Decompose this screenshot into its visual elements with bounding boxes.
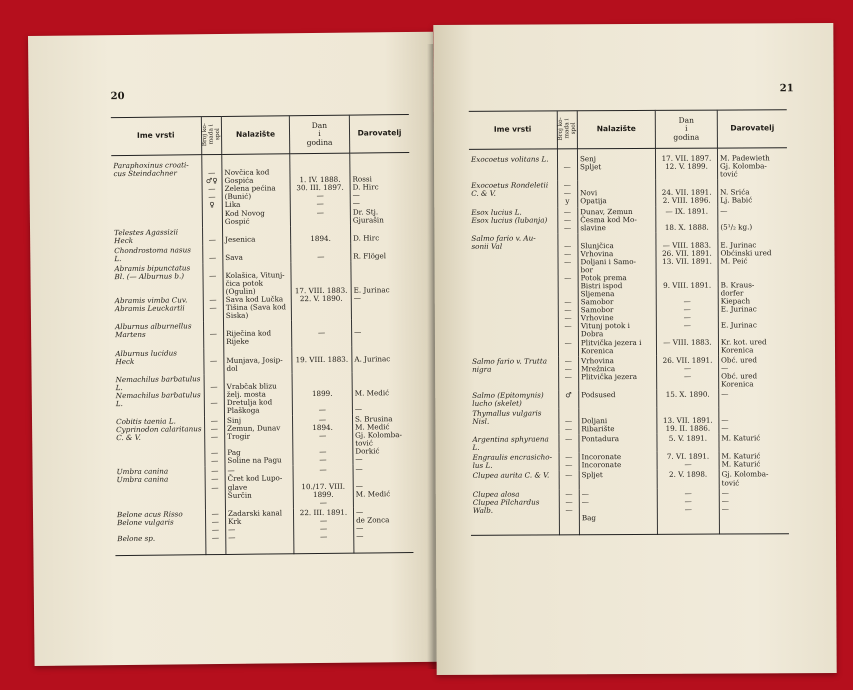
left-page: [28, 32, 440, 666]
location-cell: Novi Opatija: [578, 180, 656, 207]
specimen-count: — —: [558, 408, 579, 434]
location-cell: Pontadura: [579, 434, 657, 453]
donor-cell: M. Katurić M. Katurić: [721, 451, 761, 469]
species-name: Chondrostoma nasus L.: [112, 245, 202, 264]
date-cell: —: [291, 320, 351, 347]
specimen-count: — — — — — — — — —: [557, 233, 578, 356]
date-cell: — VIII. 1883. 26. VII. 1891. 13. VII. 1891. 9. VIII. 1891. — — — — — VIII. 1883.: [656, 232, 719, 355]
header-count: Broj ko- mada i spol: [201, 116, 222, 154]
location-cell: Sava: [223, 244, 291, 263]
location-cell: Senj Spljet: [577, 149, 655, 181]
table-row: [469, 206, 787, 234]
species-name: Exocoetus volitans L.: [469, 149, 557, 181]
table-row: [470, 433, 788, 453]
header-row: [469, 110, 787, 150]
date-cell: 2. V. 1898.: [657, 470, 719, 488]
species-name: Thymallus vulgaris Nisl.: [470, 408, 558, 435]
donor-cell: —: [353, 319, 362, 338]
species-name: Cobitis taenia L. Cyprinodon calaritanus C. & V.: [114, 416, 205, 467]
table-row: [470, 389, 788, 409]
location-cell: Slunjčica Vrhovina Doljani i Samo- bor Potok prema Bistri ispod Sljemena Samobor Samobor Vrhovine Vitunj potok i Dobra Plitvička jezera i Korenica: [578, 233, 657, 356]
location-cell: Jesenica: [222, 226, 290, 245]
species-name: Exocoetus Rondeletii C. & V.: [469, 181, 557, 208]
donor-cell: M. Padewieth Gj. Kolomba- tović: [719, 153, 770, 179]
species-name: Paraphoxinus croati- cus Steindachner: [111, 155, 202, 228]
specimen-count: —: [557, 149, 578, 181]
date-cell: 15. X. 1890.: [657, 389, 719, 407]
header-date: Dan i godina: [289, 115, 349, 154]
species-name: Umbra canina Umbra canina: [115, 467, 205, 510]
donor-cell: — — —: [719, 488, 789, 534]
donor-cell: — de Zonca — —: [353, 507, 413, 553]
date-cell: 5. V. 1891.: [657, 434, 719, 452]
table-row: [469, 148, 787, 181]
table-row: [471, 452, 789, 472]
page-number: 21: [779, 83, 794, 95]
date-cell: 22. III. 1891. — — —: [293, 507, 353, 553]
donor-cell: — — M. Medić: [355, 464, 391, 499]
donor-cell: — —: [721, 407, 729, 433]
specimen-count: —: [202, 245, 223, 263]
header-site: Nalazište: [577, 110, 655, 149]
species-name: Salmo fario v. Au- sonii Val: [469, 233, 558, 356]
table-row: [471, 470, 789, 490]
location-cell: Riječina kod Rijeke: [223, 321, 291, 348]
date-cell: 1899. —: [292, 372, 352, 415]
specimen-count: — —: [559, 453, 580, 471]
specimen-count: —: [558, 435, 579, 453]
specimen-count: — —: [204, 374, 225, 417]
location-cell: Vrabčak blizu želj. mosta Dretulja kod Plaškoga: [224, 373, 292, 416]
specimen-count: — — —: [558, 356, 579, 390]
donor-cell: M. Katurić: [721, 433, 761, 443]
location-cell: Vrhovina Mrežnica Plitvička jezera: [578, 356, 656, 391]
date-cell: — 10./17. VIII. 1899. —: [293, 465, 353, 508]
location-cell: — — Bag: [579, 488, 657, 534]
species-name: Nemachilus barbatulus L. Nemachilus barbatulus L.: [114, 374, 204, 417]
specimen-count: —: [559, 471, 580, 489]
donor-cell: — (5¹/₂ kg.): [720, 206, 753, 232]
donor-cell: M. Medić —: [354, 372, 390, 414]
date-cell: 1. IV. 1888. 30. III. 1897. — — —: [290, 153, 351, 226]
header-count: Broj ko- mada i spol: [557, 111, 578, 149]
donor-cell: N. Srića Lj. Babić: [720, 179, 753, 206]
table-row: [111, 153, 410, 228]
species-name: Salmo fario v. Trutta nigra: [470, 356, 558, 391]
species-name: Esox lucius L. Esox lucius (lubanja): [469, 207, 557, 234]
donor-cell: Obć. ured — Obć. ured Korenica: [720, 355, 758, 389]
species-name: Alburnus lucidus Heck: [113, 348, 203, 375]
location-cell: — Čret kod Lupo- glave Surčin: [225, 466, 293, 509]
table-row: [469, 232, 788, 357]
species-name: Clupea alosa Clupea Pilchardus Walb.: [471, 489, 559, 535]
location-cell: Spljet: [579, 470, 657, 489]
location-cell: Novčica kod Gospića Zelena pećina (Bunić) Lika Kod Novog Gospić: [222, 154, 291, 227]
species-name: Argentina sphyraena L.: [470, 435, 558, 454]
date-cell: 7. VI. 1891. —: [657, 452, 719, 470]
specimen-count: — — —: [559, 489, 580, 535]
species-name: Belone acus Risso Belone vulgaris Belone sp.: [115, 509, 205, 556]
specimen-count: ♂: [558, 390, 579, 408]
specimen-count: — — — —: [205, 509, 226, 555]
date-cell: — 1894. — — —: [292, 415, 353, 466]
species-name: Clupea aurita C. & V.: [471, 471, 559, 490]
table-row: [114, 414, 413, 467]
species-table: [469, 109, 789, 536]
header-name: Ime vrsti: [111, 117, 201, 156]
specimen-count: — ♂♀ — — ♀: [201, 155, 222, 227]
date-cell: 24. VII. 1891. 2. VIII. 1896.: [656, 180, 718, 207]
donor-cell: Rossi D. Hirc — — Dr. Stj. Gjurašin: [352, 158, 384, 225]
date-cell: — IX. 1891. 18. X. 1888.: [656, 206, 718, 233]
species-name: Engraulis encrasicho- lus L.: [471, 453, 559, 472]
donor-cell: A. Jurinac: [354, 346, 391, 364]
donor-cell: S. Brusina M. Medić Gj. Kolomba- tović Dorkić —: [354, 414, 403, 464]
date-cell: 17. VIII. 1883. 22. V. 1890.: [291, 262, 352, 321]
table-row: [469, 180, 787, 208]
location-cell: Kolašica, Vitunj- čica potok (Ogulin) Sava kod Lučka Tišina (Sava kod Siska): [223, 262, 292, 321]
donor-cell: E. Jurinac —: [353, 261, 390, 303]
table-row: [113, 346, 411, 375]
right-page: [433, 23, 836, 675]
donor-cell: D. Hirc: [352, 225, 380, 243]
species-name: Alburnus alburnellus Martens: [113, 322, 203, 349]
table-row: [112, 261, 411, 323]
donor-cell: R. Flögel: [353, 243, 387, 261]
location-cell: Sinj Zemun, Dunav Trogir Pag Soline na Pagu: [224, 415, 293, 466]
specimen-count: — — —: [202, 263, 223, 322]
donor-cell: Gj. Kolomba- tović: [721, 469, 769, 488]
species-table: [111, 114, 414, 556]
specimen-count: — — — — —: [204, 416, 225, 467]
location-cell: Dunav, Zemun Česma kod Mo- slavine: [578, 206, 656, 233]
donor-cell: —: [721, 389, 729, 399]
table-row: [115, 507, 413, 556]
specimen-count: — — y: [557, 181, 578, 207]
date-cell: 1894.: [290, 225, 350, 244]
species-name: Salmo (Epitomynis) lucho (skelet): [470, 390, 558, 409]
species-name: Abramis bipunctatus Bl. (— Alburnus b.) Abramis vimba Cuv. Abramis Leuckartii: [112, 263, 203, 322]
specimen-count: — — —: [205, 466, 226, 509]
location-cell: Incoronate Incoronate: [579, 452, 657, 471]
date-cell: —: [291, 243, 351, 262]
page-number: 20: [110, 90, 125, 103]
header-date: Dan i godina: [655, 110, 717, 148]
specimen-count: —: [203, 348, 224, 374]
open-book: [22, 24, 834, 679]
location-cell: Podsused: [579, 390, 657, 409]
date-cell: 17. VII. 1897. 12. V. 1899.: [655, 148, 717, 180]
location-cell: Doljani Ribarište: [579, 408, 657, 435]
location-cell: Munjava, Josip- dol: [224, 347, 292, 374]
header-donor: Darovatelj: [349, 115, 409, 154]
header-site: Nalazište: [221, 116, 289, 155]
donor-cell: E. Jurinac Obćinski ured M. Peić B. Kraus- dorfer Kiepach E. Jurinac E. Jurinac Kr. kot. ured Korenica: [720, 232, 772, 355]
table-row: [470, 407, 788, 435]
species-name: Telestes Agassizii Heck: [112, 227, 202, 246]
table-row: [470, 355, 788, 391]
date-cell: — — —: [657, 488, 719, 534]
specimen-count: — — —: [557, 207, 578, 233]
table-row: [115, 464, 413, 509]
table-row: [114, 372, 412, 417]
header-name: Ime vrsti: [469, 111, 557, 150]
table-row: [471, 488, 789, 535]
specimen-count: —: [202, 227, 223, 245]
date-cell: 26. VII. 1891. — —: [656, 355, 718, 390]
specimen-count: —: [203, 321, 224, 347]
location-cell: Zadarski kanal Krk — —: [225, 508, 293, 554]
date-cell: 13. VII. 1891. 19. II. 1886.: [657, 408, 719, 435]
date-cell: 19. VIII. 1883.: [292, 346, 352, 373]
header-row: [111, 115, 409, 156]
header-donor: Darovatelj: [717, 110, 787, 149]
table-row: [113, 319, 411, 348]
